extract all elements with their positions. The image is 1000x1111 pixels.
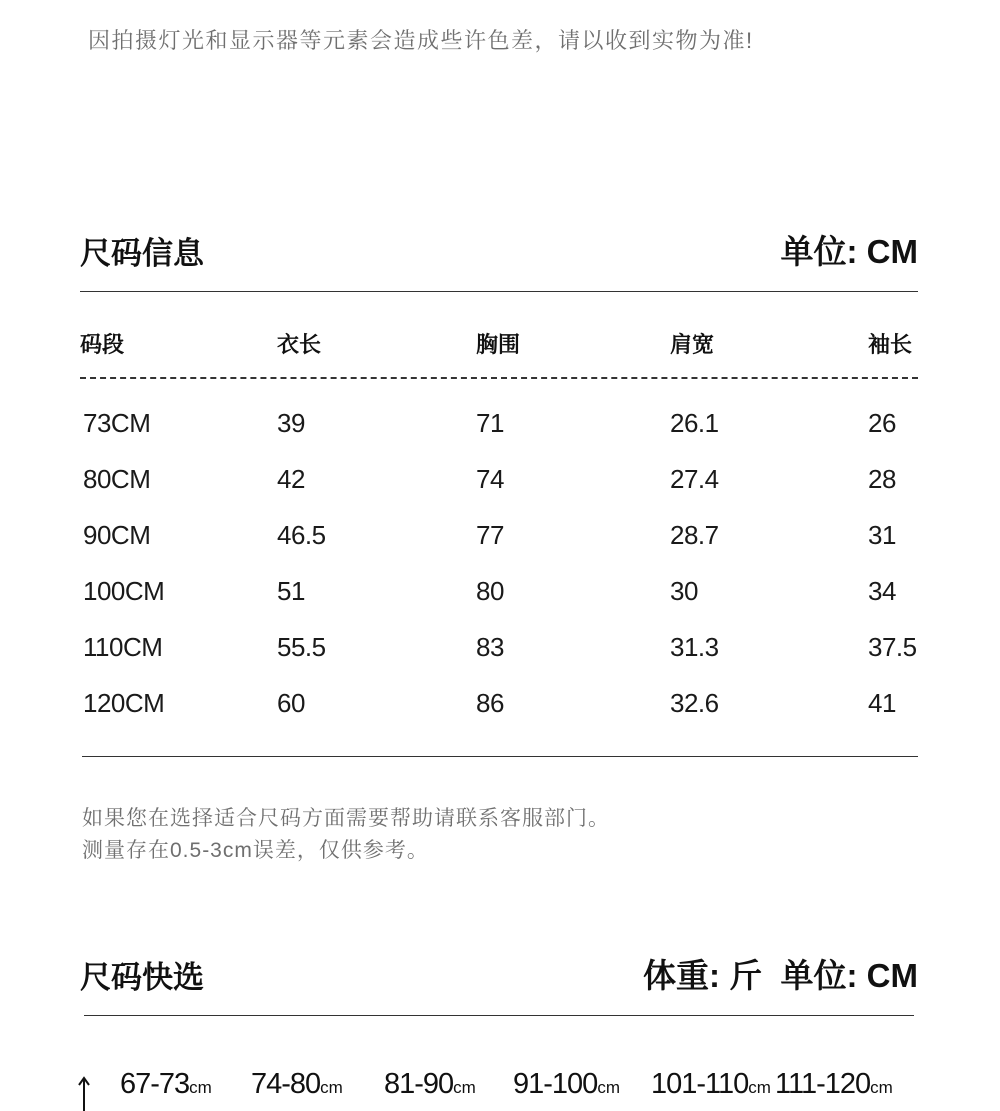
weight-range-unit: cm xyxy=(320,1078,343,1097)
header-dashed-divider xyxy=(80,377,918,379)
weight-range-unit: cm xyxy=(189,1078,212,1097)
cell-chest: 80 xyxy=(476,576,504,606)
cell-shoulder: 32.6 xyxy=(670,688,719,718)
column-header-size: 码段 xyxy=(80,332,125,357)
weight-range-value: 81-90 xyxy=(384,1068,454,1100)
weight-range-option[interactable] xyxy=(251,1068,343,1101)
size-info-unit: 单位: CM xyxy=(780,233,918,270)
weight-range-option[interactable] xyxy=(513,1068,620,1101)
cell-sleeve: 37.5 xyxy=(868,632,917,662)
weight-range-value: 67-73 xyxy=(120,1068,190,1100)
weight-range-unit: cm xyxy=(748,1078,771,1097)
cell-length: 55.5 xyxy=(277,632,326,662)
cell-sleeve: 34 xyxy=(868,576,896,606)
cell-shoulder: 31.3 xyxy=(670,632,719,662)
weight-range-value: 111-120 xyxy=(775,1068,871,1100)
column-header-chest: 胸围 xyxy=(476,332,521,357)
cell-chest: 86 xyxy=(476,688,504,718)
quick-select-unit: 体重: 斤 单位: CM xyxy=(643,957,918,994)
column-header-length: 衣长 xyxy=(277,332,322,357)
weight-range-unit: cm xyxy=(453,1078,476,1097)
size-info-bottom-divider xyxy=(82,756,918,757)
cell-shoulder: 26.1 xyxy=(670,408,719,438)
cell-size: 80CM xyxy=(83,464,151,494)
weight-range-option[interactable] xyxy=(775,1068,893,1101)
size-info-top-divider xyxy=(80,291,918,292)
weight-range-option[interactable] xyxy=(120,1068,212,1101)
cell-shoulder: 28.7 xyxy=(670,520,719,550)
size-info-header xyxy=(80,226,918,273)
cell-size: 73CM xyxy=(83,408,151,438)
cell-shoulder: 27.4 xyxy=(670,464,719,494)
cell-sleeve: 41 xyxy=(868,688,896,718)
up-arrow-icon xyxy=(78,1076,90,1111)
cell-sleeve: 31 xyxy=(868,520,896,550)
cell-chest: 83 xyxy=(476,632,504,662)
weight-range-unit: cm xyxy=(870,1078,893,1097)
weight-range-option[interactable] xyxy=(651,1068,771,1101)
quick-select-row xyxy=(70,1068,930,1111)
cell-length: 60 xyxy=(277,688,305,718)
cell-length: 51 xyxy=(277,576,305,606)
quick-select-divider xyxy=(84,1015,914,1016)
error-note: 测量存在0.5-3cm误差，仅供参考。 xyxy=(82,839,429,862)
cell-size: 110CM xyxy=(83,632,163,662)
cell-shoulder: 30 xyxy=(670,576,698,606)
help-note: 如果您在选择适合尺码方面需要帮助请联系客服部门。 xyxy=(82,807,610,830)
column-header-shoulder: 肩宽 xyxy=(670,332,715,357)
quick-select-title: 尺码快选 xyxy=(80,960,204,995)
weight-range-option[interactable] xyxy=(384,1068,476,1101)
cell-length: 42 xyxy=(277,464,305,494)
column-header-sleeve: 袖长 xyxy=(868,332,913,357)
cell-size: 90CM xyxy=(83,520,151,550)
weight-range-value: 91-100 xyxy=(513,1068,598,1100)
quick-select-header xyxy=(80,950,918,997)
weight-range-value: 101-110 xyxy=(651,1068,749,1100)
cell-size: 100CM xyxy=(83,576,165,606)
disclaimer-text: 因拍摄灯光和显示器等元素会造成些许色差，请以收到实物为准! xyxy=(88,28,754,53)
cell-length: 46.5 xyxy=(277,520,326,550)
cell-size: 120CM xyxy=(83,688,165,718)
cell-sleeve: 28 xyxy=(868,464,896,494)
weight-range-unit: cm xyxy=(597,1078,620,1097)
cell-chest: 71 xyxy=(476,408,504,438)
size-info-title: 尺码信息 xyxy=(80,236,204,271)
cell-chest: 74 xyxy=(476,464,504,494)
weight-range-value: 74-80 xyxy=(251,1068,321,1100)
cell-sleeve: 26 xyxy=(868,408,896,438)
cell-length: 39 xyxy=(277,408,305,438)
cell-chest: 77 xyxy=(476,520,504,550)
